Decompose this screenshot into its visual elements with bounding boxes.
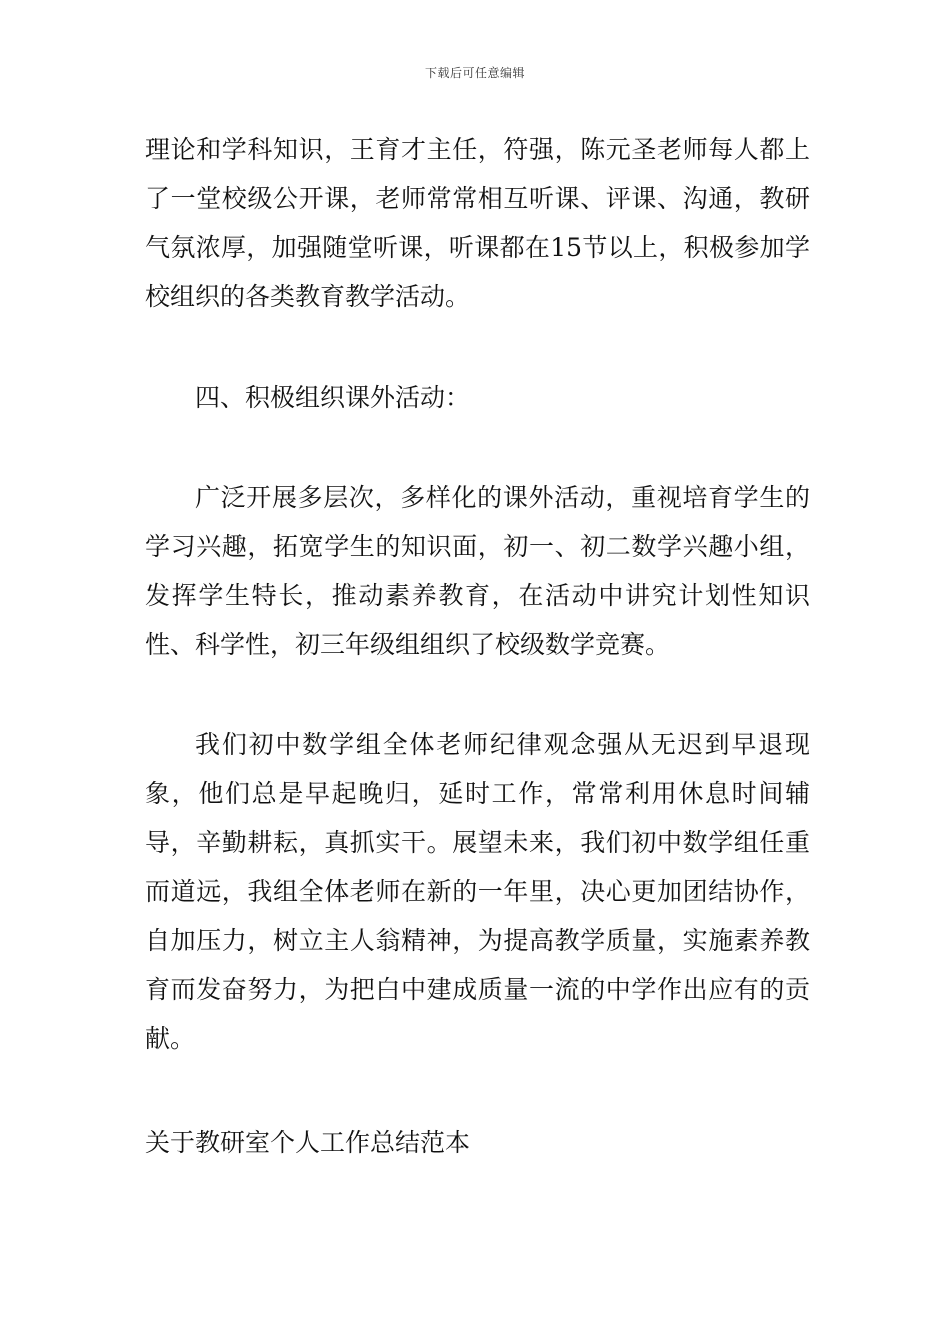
paragraph-teaching-research: 理论和学科知识，王育才主任，符强，陈元圣老师每人都上了一堂校级公开课，老师常常相互听课、评课、沟通，教研气氛浓厚，加强随堂听课，听课都在15节以上，积极参加学校组织的各类教育教学活动。 [145,135,810,311]
next-document-title: 关于教研室个人工作总结范本 [145,1128,471,1157]
section-heading-extracurricular: 四、积极组织课外活动： [195,383,471,412]
paragraph-extracurricular-activities: 广泛开展多层次，多样化的课外活动，重视培育学生的学习兴趣，拓宽学生的知识面，初一、初二数学兴趣小组，发挥学生特长，推动素养教育，在活动中讲究计划性知识性、科学性，初三年级组组织了校级数学竞赛。 [145,483,810,659]
page-header-note: 下载后可任意编辑 [424,66,525,80]
paragraph-team-outlook: 我们初中数学组全体老师纪律观念强从无迟到早退现象，他们总是早起晚归，延时工作，常常利用休息时间辅导，辛勤耕耘，真抓实干。展望未来，我们初中数学组任重而道远，我组全体老师在新的一年里，决心更加团结协作，自加压力，树立主人翁精神，为提高教学质量，实施素养教育而发奋努力，为把白中建成质量一流的中学作出应有的贡献。 [145,730,810,1053]
